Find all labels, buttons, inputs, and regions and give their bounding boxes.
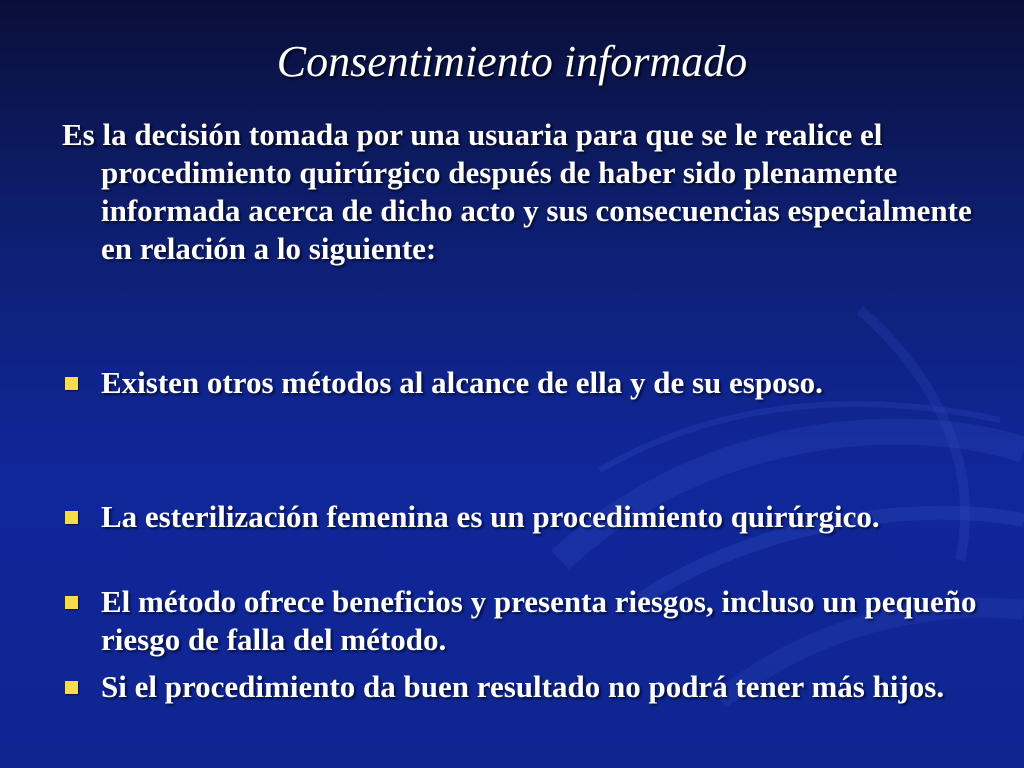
square-bullet-icon	[65, 511, 78, 524]
intro-paragraph: Es la decisión tomada por una usuaria para que se le realice el procedimiento quirúrgico después de haber sido plenamente informada acerca de dicho acto y sus consecuencias especialmente en relación a lo siguiente:	[62, 117, 972, 266]
swirl-arc-5	[600, 404, 1000, 470]
slide-title: Consentimiento informado	[276, 37, 748, 86]
bullet-item	[62, 668, 981, 706]
bullet-item	[62, 364, 981, 402]
bullet-item	[62, 498, 981, 536]
bullet-item	[62, 583, 981, 659]
bullet-text: Si el procedimiento da buen resultado no podrá tener más hijos.	[101, 669, 945, 704]
square-bullet-icon	[65, 681, 78, 694]
bullet-text: El método ofrece beneficios y presenta riesgos, incluso un pequeño riesgo de falla del método.	[101, 584, 977, 657]
bullet-text: Existen otros métodos al alcance de ella y de su esposo.	[101, 365, 823, 400]
square-bullet-icon	[65, 596, 78, 609]
square-bullet-icon	[65, 377, 78, 390]
swirl-arc-1	[560, 432, 1024, 560]
bullet-text: La esterilización femenina es un procedimiento quirúrgico.	[101, 499, 880, 534]
